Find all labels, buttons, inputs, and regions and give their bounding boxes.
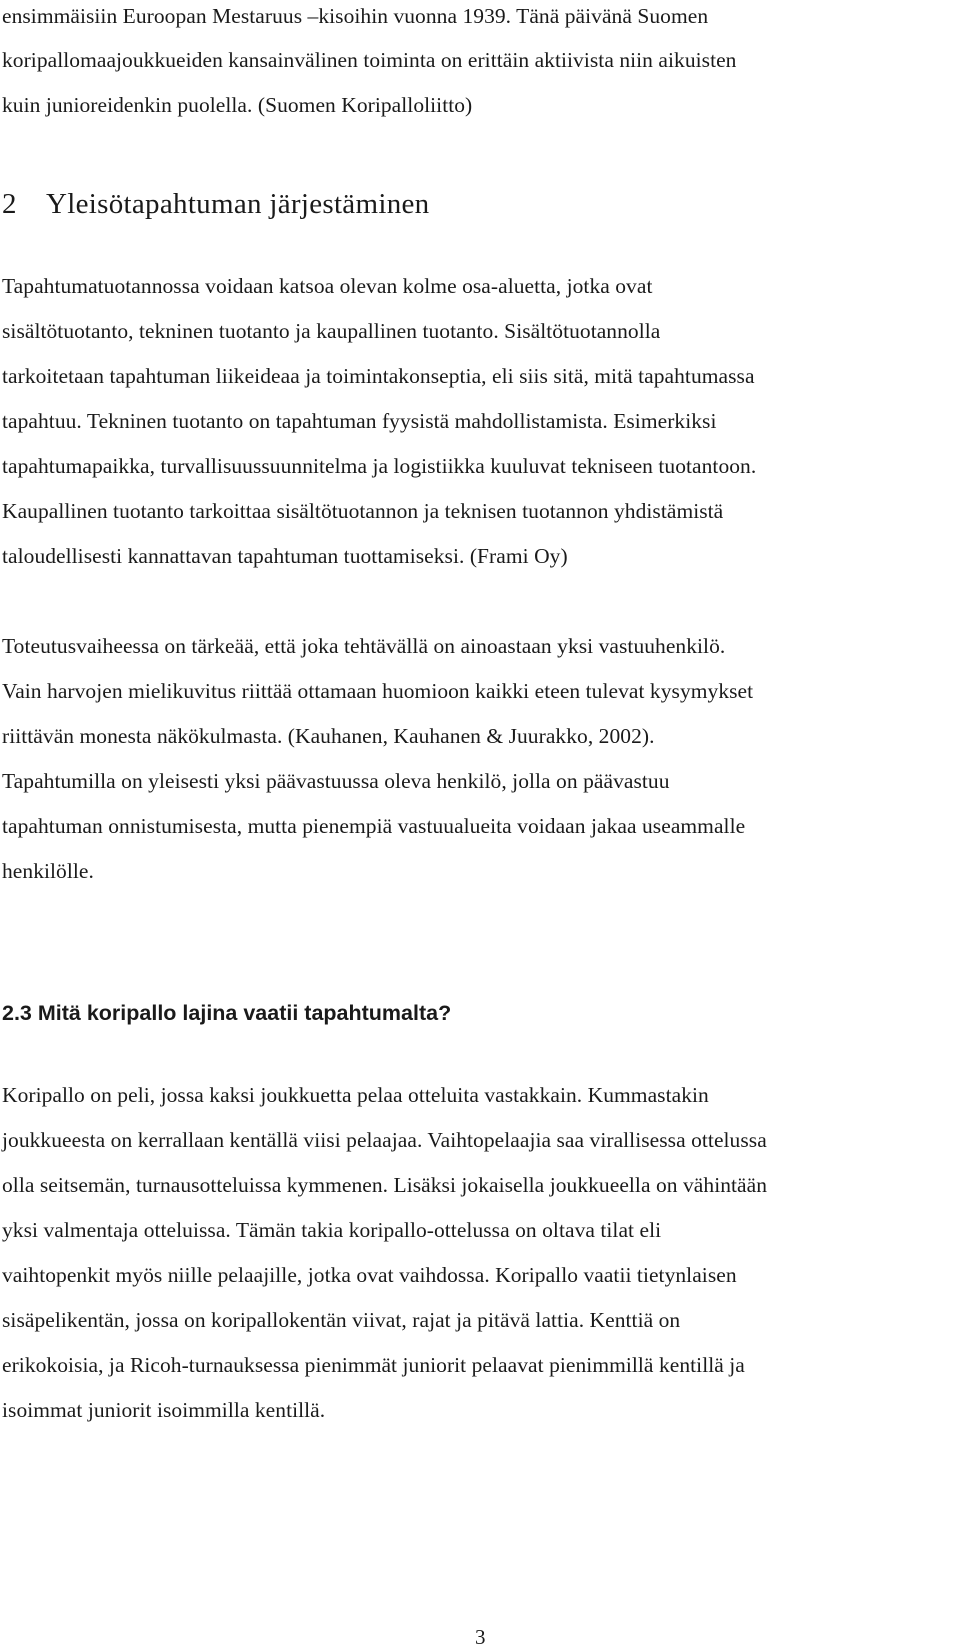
paragraph-line: Tapahtumilla on yleisesti yksi päävastuussa oleva henkilö, jolla on päävastuu xyxy=(2,769,670,793)
paragraph-line: Kaupallinen tuotanto tarkoittaa sisältötuotannon ja teknisen tuotannon yhdistämistä xyxy=(2,499,724,523)
intro-line: koripallomaajoukkueiden kansainvälinen toiminta on erittäin aktiivista niin aikuisten xyxy=(2,48,737,72)
intro-line: kuin junioreidenkin puolella. (Suomen Koripalloliitto) xyxy=(2,93,473,117)
paragraph-line: erikokoisia, ja Ricoh-turnauksessa pienimmät juniorit pelaavat pienimmillä kentillä ja xyxy=(2,1353,745,1377)
section-heading xyxy=(2,186,429,222)
subsection-heading: 2.3 Mitä koripallo lajina vaatii tapahtumalta? xyxy=(2,1001,452,1025)
section-number: 2 xyxy=(2,188,17,220)
paragraph-line: henkilölle. xyxy=(2,859,94,883)
paragraph-line: yksi valmentaja otteluissa. Tämän takia koripallo-ottelussa on oltava tilat eli xyxy=(2,1218,662,1242)
paragraph-line: joukkueesta on kerrallaan kentällä viisi pelaajaa. Vaihtopelaajia saa virallisessa ottelussa xyxy=(2,1128,767,1152)
paragraph-line: sisäpelikentän, jossa on koripallokentän viivat, rajat ja pitävä lattia. Kenttiä on xyxy=(2,1308,681,1332)
page-number: 3 xyxy=(475,1625,486,1649)
section-title: Yleisötapahtuman järjestäminen xyxy=(46,188,430,220)
paragraph-line: Vain harvojen mielikuvitus riittää ottamaan huomioon kaikki eteen tulevat kysymykset xyxy=(2,679,754,703)
paragraph-line: tapahtumapaikka, turvallisuussuunnitelma ja logistiikka kuuluvat tekniseen tuotantoon. xyxy=(2,454,757,478)
paragraph-line: Toteutusvaiheessa on tärkeää, että joka tehtävällä on ainoastaan yksi vastuuhenkilö. xyxy=(2,634,726,658)
paragraph-line: taloudellisesti kannattavan tapahtuman tuottamiseksi. (Frami Oy) xyxy=(2,544,568,568)
intro-line: ensimmäisiin Euroopan Mestaruus –kisoihin vuonna 1939. Tänä päivänä Suomen xyxy=(2,4,709,28)
paragraph-line: riittävän monesta näkökulmasta. (Kauhanen, Kauhanen & Juurakko, 2002). xyxy=(2,724,655,748)
paragraph-line: sisältötuotanto, tekninen tuotanto ja kaupallinen tuotanto. Sisältötuotannolla xyxy=(2,319,661,343)
paragraph-line: Tapahtumatuotannossa voidaan katsoa olevan kolme osa-aluetta, jotka ovat xyxy=(2,274,653,298)
paragraph-line: tarkoitetaan tapahtuman liikeideaa ja toimintakonseptia, eli siis sitä, mitä tapahtumassa xyxy=(2,364,755,388)
paragraph-line: olla seitsemän, turnausotteluissa kymmenen. Lisäksi jokaisella joukkueella on vähintään xyxy=(2,1173,768,1197)
paragraph-line: isoimmat juniorit isoimmilla kentillä. xyxy=(2,1398,326,1422)
paragraph-line: tapahtuman onnistumisesta, mutta pienempiä vastuualueita voidaan jakaa useammalle xyxy=(2,814,746,838)
paragraph-line: Koripallo on peli, jossa kaksi joukkuetta pelaa otteluita vastakkain. Kummastakin xyxy=(2,1083,709,1107)
paragraph-line: vaihtopenkit myös niille pelaajille, jotka ovat vaihdossa. Koripallo vaatii tietynlaisen xyxy=(2,1263,737,1287)
paragraph-line: tapahtuu. Tekninen tuotanto on tapahtuman fyysistä mahdollistamista. Esimerkiksi xyxy=(2,409,717,433)
